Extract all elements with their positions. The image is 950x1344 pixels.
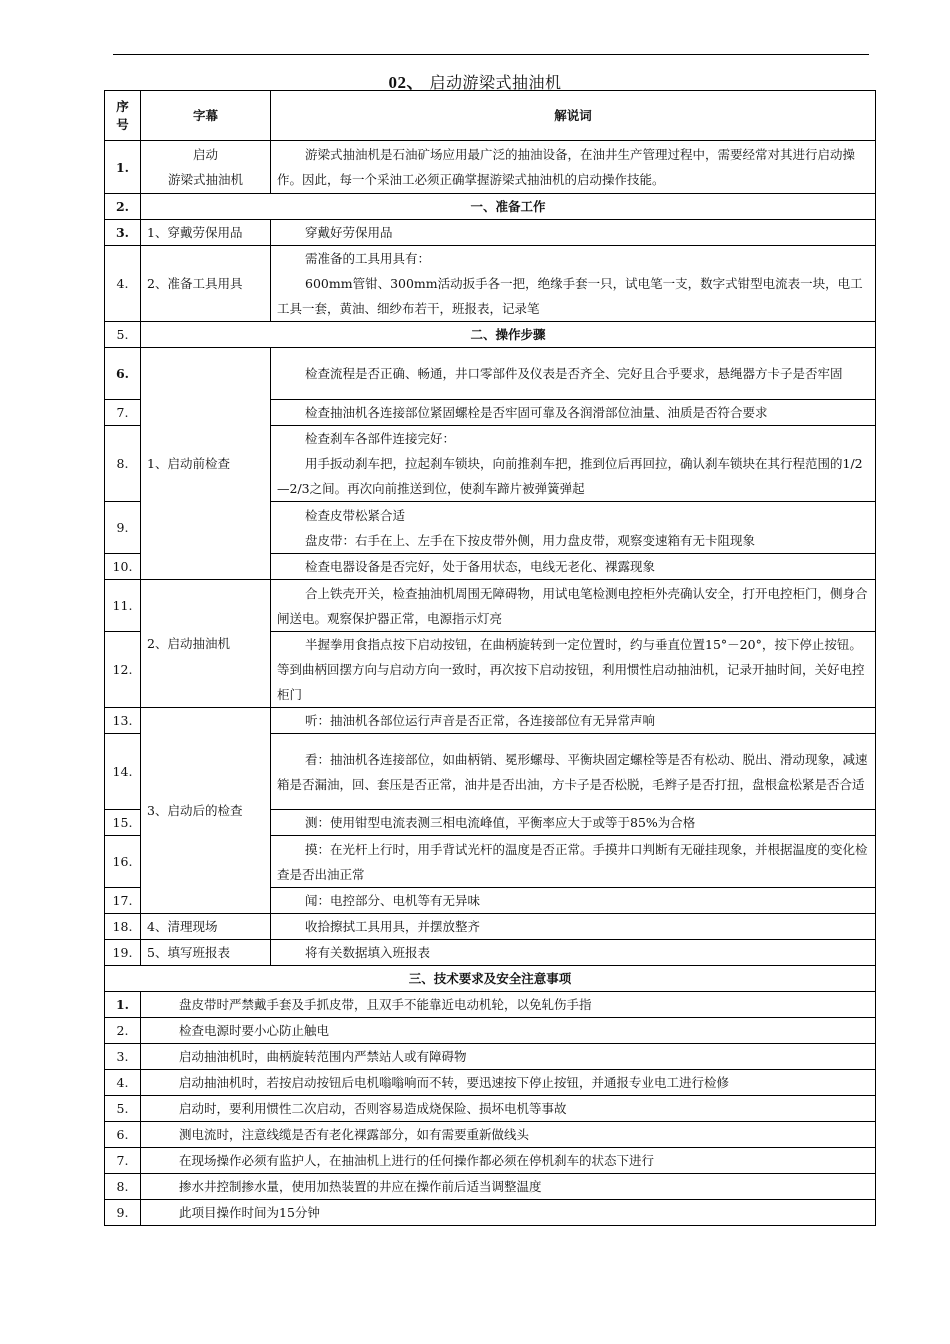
row-number: 1. bbox=[105, 141, 141, 194]
title-text: 启动游梁式抽油机 bbox=[429, 73, 562, 92]
note-text: 测电流时，注意线缆是否有老化裸露部分，如有需要重新做线头 bbox=[141, 1122, 876, 1148]
row-number: 9. bbox=[105, 502, 141, 554]
row-text bbox=[271, 426, 876, 502]
table-row bbox=[105, 246, 876, 322]
text-line: 用手扳动刹车把，拉起刹车锁块，向前推刹车把，推到位后再回拉，确认刹车锁块在其行程范围的1/2—2/3之间。再次向前推送到位，使刹车蹄片被弹簧弹起 bbox=[277, 456, 863, 496]
note-text: 盘皮带时严禁戴手套及手抓皮带，且双手不能靠近电动机轮，以免轧伤手指 bbox=[141, 992, 876, 1018]
group-caption: 1、启动前检查 bbox=[141, 348, 271, 580]
row-caption: 2、准备工具用具 bbox=[141, 246, 271, 322]
section-title: 三、技术要求及安全注意事项 bbox=[105, 966, 876, 992]
note-row bbox=[105, 1096, 876, 1122]
table-row bbox=[105, 708, 876, 734]
note-text: 此项目操作时间为15分钟 bbox=[141, 1200, 876, 1226]
header-row bbox=[105, 91, 876, 141]
row-number: 4. bbox=[105, 246, 141, 322]
note-row bbox=[105, 1200, 876, 1226]
text-line: 检查刹车各部件连接完好： bbox=[305, 431, 456, 446]
table-row bbox=[105, 141, 876, 194]
row-text: 半握拳用食指点按下启动按钮，在曲柄旋转到一定位置时，约与垂直位置15°－20°，按下停止按钮。等到曲柄回摆方向与启动方向一致时，再次按下启动按钮，利用惯性启动抽油机，记录开抽时间，关好电控柜门 bbox=[271, 632, 876, 708]
table-row bbox=[105, 940, 876, 966]
text-line: 600mm管钳、300mm活动扳手各一把，绝缘手套一只，试电笔一支，数字式钳型电流表一块，电工工具一套，黄油、细纱布若干，班报表，记录笔 bbox=[277, 276, 863, 316]
header-seq: 序号 bbox=[105, 91, 141, 141]
row-number: 7. bbox=[105, 400, 141, 426]
note-text: 启动抽油机时，若按启动按钮后电机嗡嗡响而不转，要迅速按下停止按钮，并通报专业电工进行检修 bbox=[141, 1070, 876, 1096]
section-row bbox=[105, 322, 876, 348]
row-text: 看：抽油机各连接部位，如曲柄销、冕形螺母、平衡块固定螺栓等是否有松动、脱出、滑动现象，减速箱是否漏油，回、套压是否正常，油井是否出油，方卡子是否松脱，毛辫子是否打扭，盘根盒松紧是否合适 bbox=[271, 734, 876, 810]
row-number: 2. bbox=[105, 194, 141, 220]
note-number: 6. bbox=[105, 1122, 141, 1148]
row-text: 检查电器设备是否完好，处于备用状态，电线无老化、裸露现象 bbox=[271, 554, 876, 580]
text-line: 检查皮带松紧合适 bbox=[305, 507, 406, 523]
row-text: 检查流程是否正确、畅通，井口零部件及仪表是否齐全、完好且合乎要求，悬绳器方卡子是否牢固 bbox=[271, 348, 876, 400]
top-rule bbox=[113, 54, 869, 55]
note-text: 检查电源时要小心防止触电 bbox=[141, 1018, 876, 1044]
row-number: 17. bbox=[105, 888, 141, 914]
row-text: 合上铁壳开关，检查抽油机周围无障碍物，用试电笔检测电控柜外壳确认安全，打开电控柜门，侧身合闸送电。观察保护器正常，电源指示灯亮 bbox=[271, 580, 876, 632]
row-caption: 1、穿戴劳保用品 bbox=[141, 220, 271, 246]
section-title: 二、操作步骤 bbox=[141, 322, 876, 348]
row-number: 19. bbox=[105, 940, 141, 966]
row-text bbox=[271, 246, 876, 322]
note-text: 在现场操作必须有监护人，在抽油机上进行的任何操作都必须在停机刹车的状态下进行 bbox=[141, 1148, 876, 1174]
note-row bbox=[105, 1070, 876, 1096]
title-number: 02、 bbox=[388, 73, 424, 92]
header-caption: 字幕 bbox=[141, 91, 271, 141]
table-row bbox=[105, 348, 876, 400]
row-text: 收拾擦拭工具用具，并摆放整齐 bbox=[271, 914, 876, 940]
text-line: 需准备的工具用具有： bbox=[305, 251, 431, 266]
group-caption: 3、启动后的检查 bbox=[141, 708, 271, 914]
table-row bbox=[105, 914, 876, 940]
caption-line: 启动 bbox=[192, 147, 218, 162]
row-text: 将有关数据填入班报表 bbox=[271, 940, 876, 966]
row-text: 闻：电控部分、电机等有无异味 bbox=[271, 888, 876, 914]
note-number: 9. bbox=[105, 1200, 141, 1226]
row-text: 听：抽油机各部位运行声音是否正常，各连接部位有无异常声响 bbox=[271, 708, 876, 734]
row-number: 11. bbox=[105, 580, 141, 632]
note-text: 启动时，要利用惯性二次启动，否则容易造成烧保险、损坏电机等事故 bbox=[141, 1096, 876, 1122]
note-row bbox=[105, 992, 876, 1018]
row-number: 6. bbox=[105, 348, 141, 400]
row-number: 12. bbox=[105, 632, 141, 708]
note-row bbox=[105, 1174, 876, 1200]
row-number: 10. bbox=[105, 554, 141, 580]
row-caption: 4、清理现场 bbox=[141, 914, 271, 940]
row-number: 15. bbox=[105, 810, 141, 836]
note-number: 7. bbox=[105, 1148, 141, 1174]
row-caption bbox=[141, 141, 271, 194]
table-row bbox=[105, 580, 876, 632]
row-number: 3. bbox=[105, 220, 141, 246]
note-number: 1. bbox=[105, 992, 141, 1018]
note-number: 8. bbox=[105, 1174, 141, 1200]
note-number: 5. bbox=[105, 1096, 141, 1122]
note-number: 4. bbox=[105, 1070, 141, 1096]
row-text: 测：使用钳型电流表测三相电流峰值，平衡率应大于或等于85%为合格 bbox=[271, 810, 876, 836]
row-number: 18. bbox=[105, 914, 141, 940]
note-text: 掺水井控制掺水量，使用加热装置的井应在操作前后适当调整温度 bbox=[141, 1174, 876, 1200]
note-number: 2. bbox=[105, 1018, 141, 1044]
row-text: 游梁式抽油机是石油矿场应用最广泛的抽油设备，在油井生产管理过程中，需要经常对其进行启动操作。因此，每一个采油工必须正确掌握游梁式抽油机的启动操作技能。 bbox=[271, 141, 876, 194]
note-row bbox=[105, 1122, 876, 1148]
note-row bbox=[105, 1148, 876, 1174]
header-commentary: 解说词 bbox=[271, 91, 876, 141]
section-title: 一、准备工作 bbox=[141, 194, 876, 220]
row-text bbox=[271, 502, 876, 554]
note-text: 启动抽油机时，曲柄旋转范围内严禁站人或有障碍物 bbox=[141, 1044, 876, 1070]
note-row bbox=[105, 1044, 876, 1070]
section-row bbox=[105, 966, 876, 992]
caption-line: 游梁式抽油机 bbox=[167, 172, 243, 187]
section-row bbox=[105, 194, 876, 220]
row-number: 5. bbox=[105, 322, 141, 348]
table-row bbox=[105, 220, 876, 246]
text-line: 盘皮带：右手在上、左手在下按皮带外侧，用力盘皮带，观察变速箱有无卡阻现象 bbox=[305, 532, 756, 548]
row-number: 14. bbox=[105, 734, 141, 810]
procedure-table bbox=[104, 90, 876, 1226]
row-number: 16. bbox=[105, 836, 141, 888]
note-number: 3. bbox=[105, 1044, 141, 1070]
row-caption: 5、填写班报表 bbox=[141, 940, 271, 966]
row-text: 摸：在光杆上行时，用手背试光杆的温度是否正常。手摸井口判断有无碰挂现象，并根据温度的变化检查是否出油正常 bbox=[271, 836, 876, 888]
group-caption: 2、启动抽油机 bbox=[141, 580, 271, 708]
note-row bbox=[105, 1018, 876, 1044]
row-number: 8. bbox=[105, 426, 141, 502]
row-text: 穿戴好劳保用品 bbox=[271, 220, 876, 246]
row-text: 检查抽油机各连接部位紧固螺栓是否牢固可靠及各润滑部位油量、油质是否符合要求 bbox=[271, 400, 876, 426]
row-number: 13. bbox=[105, 708, 141, 734]
